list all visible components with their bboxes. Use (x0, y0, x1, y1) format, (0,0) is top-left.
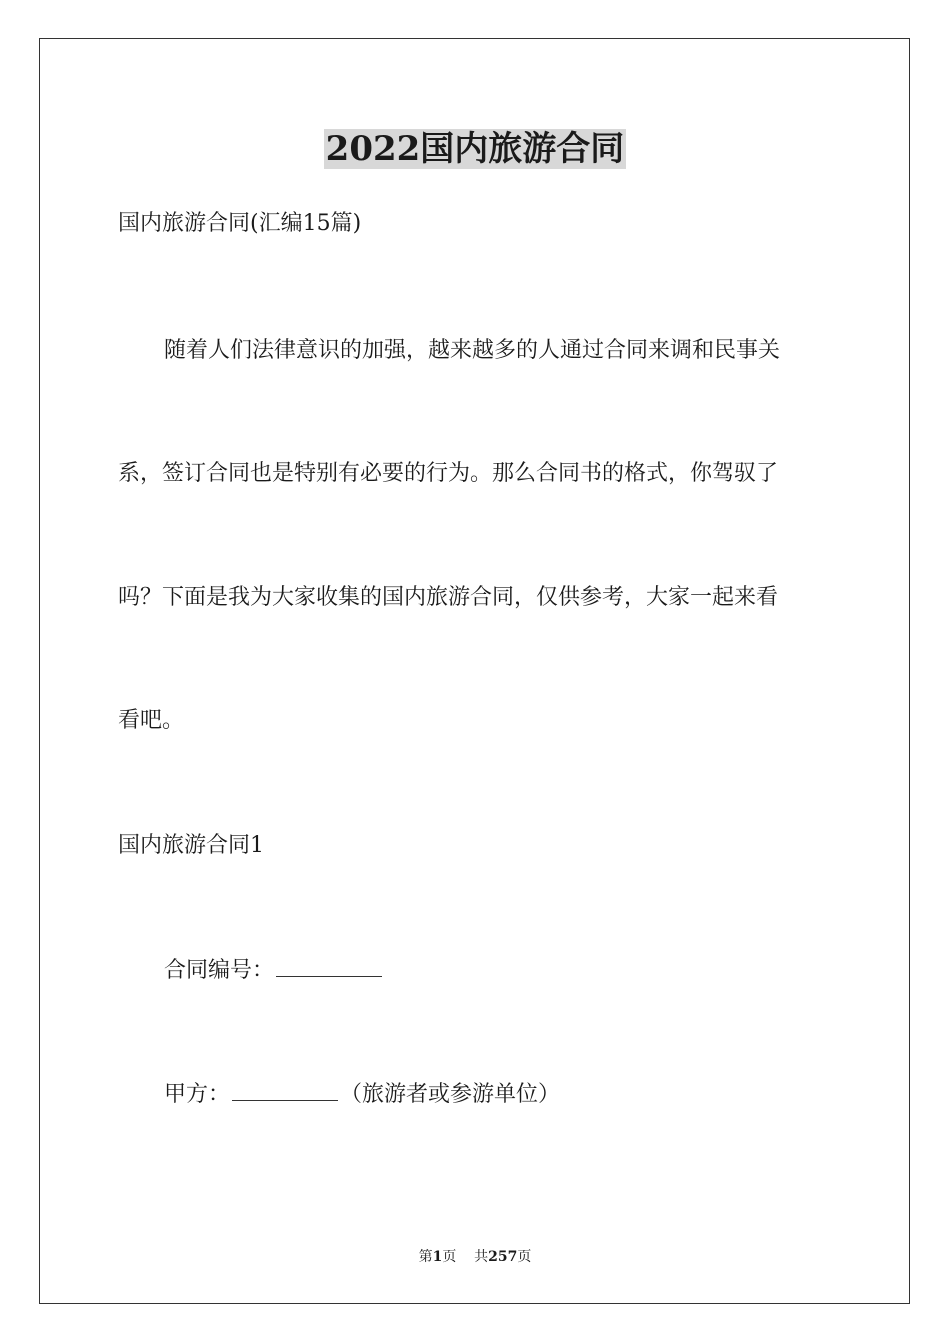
party-a-label: 甲方： (164, 1082, 231, 1107)
document-subtitle: 国内旅游合同(汇编15篇) (118, 211, 362, 236)
page-suffix: 页 (442, 1249, 457, 1265)
intro-line-2: 系，签订合同也是特别有必要的行为。那么合同书的格式，你驾驭了 (118, 461, 779, 486)
contract-number-blank (276, 956, 382, 977)
section-heading: 国内旅游合同1 (118, 833, 264, 858)
party-a-row (164, 1080, 560, 1110)
page-prefix: 第 (418, 1249, 433, 1265)
party-a-note: （旅游者或参游单位） (340, 1082, 561, 1107)
title-text: 2022国内旅游合同 (325, 129, 625, 169)
contract-number-row (164, 956, 384, 986)
contract-number-label: 合同编号： (164, 958, 275, 983)
total-prefix: 共 (474, 1249, 489, 1265)
intro-line-1: 随着人们法律意识的加强，越来越多的人通过合同来调和民事关 (164, 338, 781, 363)
party-a-blank (232, 1080, 338, 1101)
page-footer (0, 1247, 950, 1267)
intro-line-3: 吗？下面是我为大家收集的国内旅游合同，仅供参考，大家一起来看 (118, 585, 779, 610)
intro-line-4: 看吧。 (118, 708, 185, 733)
document-title (0, 127, 950, 171)
total-pages: 257 (488, 1249, 518, 1265)
page-number: 1 (432, 1249, 443, 1265)
total-suffix: 页 (517, 1249, 532, 1265)
